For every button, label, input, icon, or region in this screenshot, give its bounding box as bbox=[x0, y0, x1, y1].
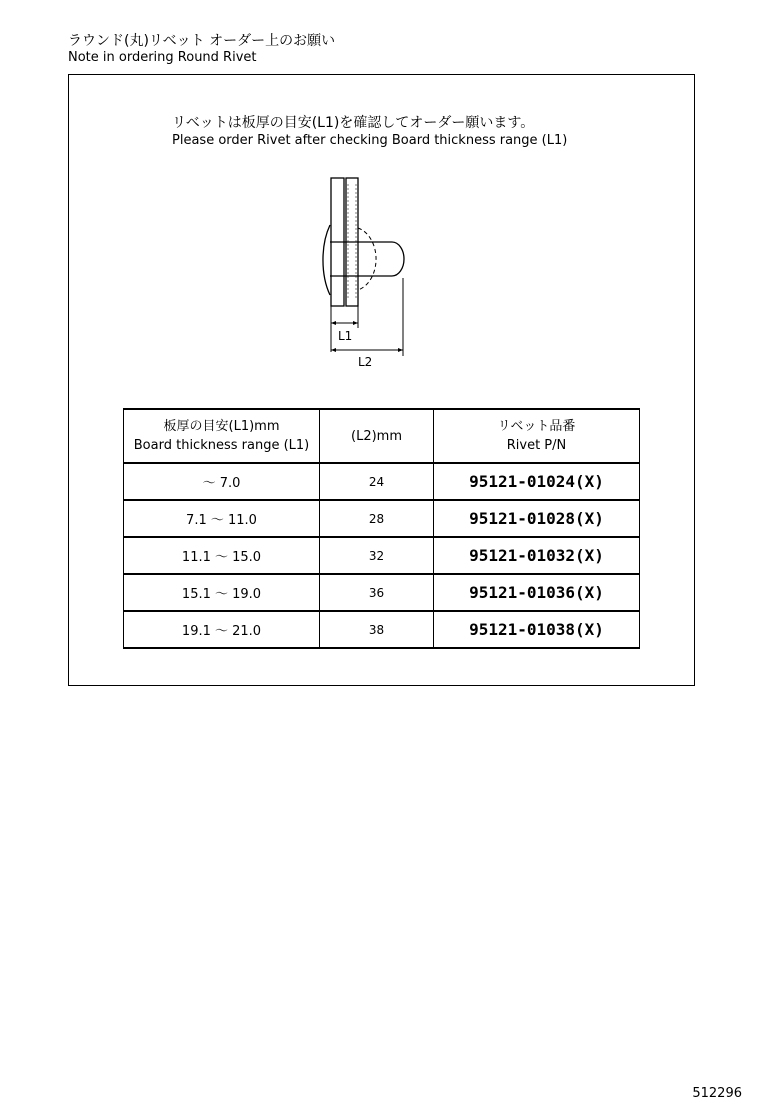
thickness-range: ～ 7.0 bbox=[124, 463, 320, 500]
page-title-en: Note in ordering Round Rivet bbox=[68, 50, 257, 65]
col-header-l2-label: (L2)mm bbox=[351, 428, 402, 444]
l2-value: 24 bbox=[320, 463, 434, 500]
col-header-thickness-en: Board thickness range (L1) bbox=[133, 438, 310, 453]
l2-label: L2 bbox=[358, 355, 373, 369]
rivet-part-number: 95121-01038(X) bbox=[434, 611, 640, 648]
thickness-range: 7.1 ～ 11.0 bbox=[124, 500, 320, 537]
l2-value: 38 bbox=[320, 611, 434, 648]
l1-label: L1 bbox=[338, 329, 353, 343]
rivet-part-number: 95121-01036(X) bbox=[434, 574, 640, 611]
rivet-expanded-end bbox=[358, 228, 376, 290]
rivet-part-number: 95121-01024(X) bbox=[434, 463, 640, 500]
document-code: 512296 bbox=[692, 1086, 742, 1101]
col-header-pn-jp: リベット品番 bbox=[497, 419, 576, 434]
rivet-diagram bbox=[290, 170, 430, 375]
table-row bbox=[124, 574, 640, 611]
rivet-spec-table bbox=[123, 408, 640, 649]
l2-value: 28 bbox=[320, 500, 434, 537]
instruction-en: Please order Rivet after checking Board thickness range (L1) bbox=[172, 133, 568, 148]
col-header-pn bbox=[434, 409, 640, 463]
col-header-thickness-jp: 板厚の目安(L1)mm bbox=[163, 419, 280, 434]
rivet-head bbox=[323, 225, 330, 295]
page-title-jp: ラウンド(丸)リベット オーダー上のお願い bbox=[68, 33, 336, 49]
col-header-l2 bbox=[320, 409, 434, 463]
l2-value: 36 bbox=[320, 574, 434, 611]
col-header-thickness bbox=[124, 409, 320, 463]
table-row bbox=[124, 463, 640, 500]
rivet-part-number: 95121-01028(X) bbox=[434, 500, 640, 537]
table-row bbox=[124, 500, 640, 537]
instruction-jp: リベットは板厚の目安(L1)を確認してオーダー願います。 bbox=[172, 115, 535, 131]
thickness-range: 19.1 ～ 21.0 bbox=[124, 611, 320, 648]
l2-value: 32 bbox=[320, 537, 434, 574]
table-header-row bbox=[124, 409, 640, 463]
table-row bbox=[124, 611, 640, 648]
thickness-range: 11.1 ～ 15.0 bbox=[124, 537, 320, 574]
col-header-pn-en: Rivet P/N bbox=[506, 438, 567, 453]
thickness-range: 15.1 ～ 19.0 bbox=[124, 574, 320, 611]
rivet-part-number: 95121-01032(X) bbox=[434, 537, 640, 574]
table-row bbox=[124, 537, 640, 574]
